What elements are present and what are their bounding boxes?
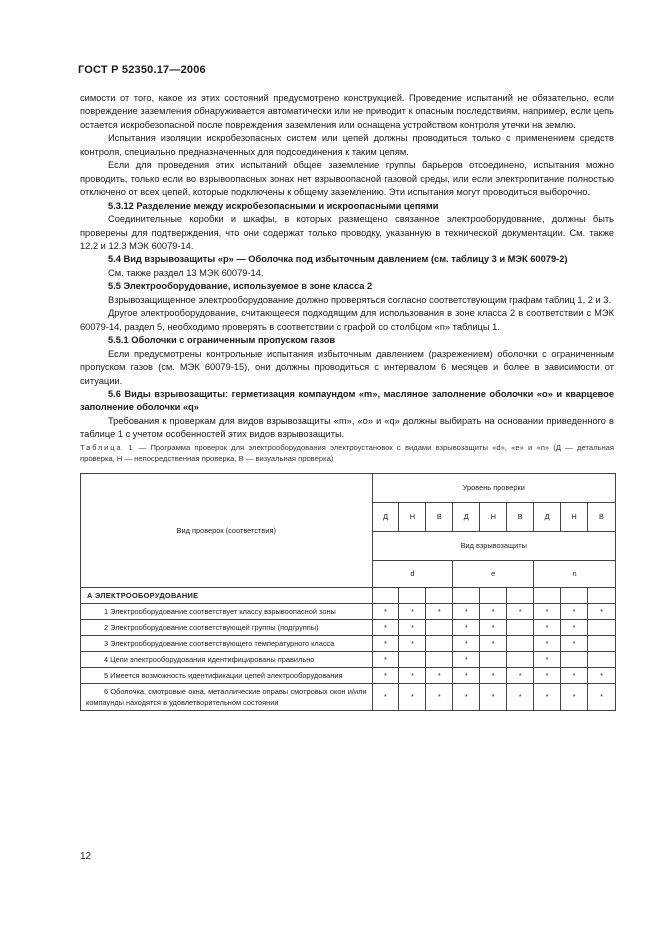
check-description-text: 4 Цепи электрооборудования идентифицированы правильно: [104, 654, 315, 664]
check-mark: *: [480, 635, 507, 651]
section-heading: 5.5 Электрооборудование, используемое в зоне класса 2: [108, 281, 373, 292]
check-mark: *: [534, 667, 561, 683]
check-mark: *: [480, 619, 507, 635]
level-cell: Д: [372, 502, 399, 531]
check-mark: [507, 651, 534, 667]
level-cell: В: [588, 502, 616, 531]
level-cell: Н: [399, 502, 426, 531]
check-mark: *: [561, 683, 588, 710]
check-mark: *: [372, 651, 399, 667]
level-cell: Д: [534, 502, 561, 531]
section-cell: А ЭЛЕКТРООБОРУДОВАНИЕ: [81, 587, 373, 603]
paragraph: Испытания изоляции искробезопасных систем или цепей должны проводиться только с применением средств контроля, специально предназначенных для подсоединения к таким цепям.: [80, 133, 614, 157]
check-description-text: 1 Электрооборудование соответствует классу взрывоопасной зоны: [104, 606, 336, 616]
check-description-text: 5 Имеется возможность идентификации цепей электрооборудования: [104, 670, 343, 680]
check-mark: *: [426, 667, 453, 683]
section-row: [81, 587, 616, 603]
check-mark: *: [399, 603, 426, 619]
check-mark: [588, 635, 616, 651]
paragraph: симости от того, какое из этих состояний предусмотрено конструкцией. Проведение испытаний не обязательно, если повреждение заземления обнаруживается автоматически или не приводит к опасным последствиям, например, если цепь остается искробезопасной после повреждения заземления или оснащена устройством контроля утечки на землю.: [80, 93, 614, 130]
check-mark: [561, 651, 588, 667]
check-mark: *: [372, 619, 399, 635]
check-mark: *: [453, 683, 480, 710]
section-heading: 5.5.1 Оболочки с ограниченным пропуском газов: [108, 335, 336, 346]
section-heading: 5.3.12 Разделение между искробезопасными и искроопасными цепями: [108, 200, 439, 211]
check-description-text: 3 Электрооборудование соответствующего температурного класса: [104, 638, 335, 648]
check-mark: *: [480, 667, 507, 683]
protection-cell: e: [453, 560, 534, 587]
check-mark: *: [399, 667, 426, 683]
row-header-cell: Вид проверок (соответствия): [81, 473, 373, 587]
check-mark: [399, 651, 426, 667]
check-mark: *: [453, 603, 480, 619]
level-cell: Н: [480, 502, 507, 531]
check-mark: *: [561, 603, 588, 619]
check-description: [81, 635, 373, 651]
inspection-table: [80, 473, 616, 711]
check-mark: *: [480, 683, 507, 710]
level-header-cell: Уровень проверки: [372, 473, 615, 502]
check-mark: *: [561, 635, 588, 651]
table-row: [81, 651, 616, 667]
level-cell: Д: [453, 502, 480, 531]
check-mark: [507, 619, 534, 635]
check-mark: *: [426, 603, 453, 619]
check-mark: [426, 619, 453, 635]
table-row: [81, 603, 616, 619]
table-row: [81, 667, 616, 683]
table-caption: [80, 442, 614, 464]
table-row: [81, 619, 616, 635]
protection-header-cell: Вид взрывозащиты: [372, 531, 615, 560]
check-mark: *: [399, 683, 426, 710]
table-caption-label: Таблица 1: [80, 442, 135, 452]
check-mark: [480, 651, 507, 667]
level-cell: В: [507, 502, 534, 531]
check-description-text: 2 Электрооборудование соответствующей группы (подгруппы): [104, 622, 319, 632]
table-row: [81, 683, 616, 710]
page-number: 12: [80, 851, 92, 862]
check-mark: *: [372, 635, 399, 651]
check-description: [81, 603, 373, 619]
check-mark: *: [561, 667, 588, 683]
check-mark: *: [534, 603, 561, 619]
check-mark: *: [453, 667, 480, 683]
check-mark: *: [480, 603, 507, 619]
check-description-text: 6 Оболочка, смотровые окна, металлические оправы смотровых окон и/или компаунды находятся в удовлетворительном состоянии: [86, 686, 367, 707]
check-mark: [588, 651, 616, 667]
table-body: [81, 603, 616, 710]
check-mark: *: [561, 619, 588, 635]
level-cell: В: [426, 502, 453, 531]
check-mark: *: [453, 635, 480, 651]
check-mark: *: [372, 667, 399, 683]
check-mark: *: [588, 603, 616, 619]
check-description: [81, 683, 373, 710]
check-mark: [426, 635, 453, 651]
protection-cell: d: [372, 560, 453, 587]
check-mark: *: [507, 667, 534, 683]
paragraph: Другое электрооборудование, считающееся подходящим для использования в зоне класса 2 в соответствии с МЭК 60079-14, раздел 5, необходимо проверять в соответствии с графой со столбцом «n» таблицы 1.: [80, 308, 614, 332]
check-mark: *: [453, 651, 480, 667]
paragraph: Требования к проверкам для видов взрывозащиты «m», «о» и «q» должны выбирать на основании приведенного в таблице 1 с учетом особенностей этих видов взрывозащиты.: [80, 415, 614, 440]
check-mark: [588, 619, 616, 635]
level-cell: Н: [561, 502, 588, 531]
table-row: [81, 635, 616, 651]
protection-cell: n: [534, 560, 616, 587]
check-description: [81, 619, 373, 635]
check-mark: *: [399, 635, 426, 651]
check-mark: *: [372, 603, 399, 619]
check-mark: *: [534, 683, 561, 710]
paragraph: Взрывозащищенное электрооборудование должно проверяться согласно соответствующим графам таблиц 1, 2 и 3.: [108, 294, 612, 305]
table-caption-text: — Программа проверок для электрооборудования электроустановок с видами взрывозащиты «d», «е» и «n» (Д — детальная проверка, Н — непосредственная проверка, В — визуальная проверка): [80, 442, 614, 463]
paragraph: Если для проведения этих испытаний общее заземление группы барьеров отсоединено, испытания можно проводить, только если во взрывоопасных зонах нет взрывоопасной газовой среды, или если электропитание полностью отключено от всех цепей, которые подключены к общему заземлению. Эти испытания могут проводиться выборочно.: [80, 160, 614, 198]
table-header-row: [81, 473, 616, 502]
check-mark: *: [588, 667, 616, 683]
check-mark: *: [507, 603, 534, 619]
check-mark: *: [453, 619, 480, 635]
paragraph: Соединительные коробки и шкафы, в которых размещено связанное электрооборудование, должны быть проверены для подтверждения, что они содержат только проводку, указанную в технической документации. См. также 12.2 и 12.3 МЭК 60079-14.: [80, 214, 614, 251]
page-content: [80, 92, 614, 711]
section-heading: 5.6 Виды взрывозащиты: герметизация компаундом «m», масляное заполнение оболочки «о» и кварцевое заполнение оболочки «q»: [80, 388, 614, 413]
section-heading: 5.4 Вид взрывозащиты «р» — Оболочка под избыточным давлением (см. таблицу 3 и МЭК 60079-2): [108, 254, 568, 265]
check-mark: *: [399, 619, 426, 635]
check-description: [81, 667, 373, 683]
check-mark: *: [534, 651, 561, 667]
check-mark: *: [372, 683, 399, 710]
check-mark: [507, 635, 534, 651]
paragraph: См. также раздел 13 МЭК 60079-14.: [108, 267, 264, 278]
check-mark: *: [588, 683, 616, 710]
check-mark: *: [534, 635, 561, 651]
paragraph: Если предусмотрены контрольные испытания избыточным давлением (разрежением) оболочки с ограниченным пропуском газов (см. МЭК 60079-15), они должны проводиться с интервалом 6 месяцев и более в зависимости от ситуации.: [80, 348, 614, 386]
check-mark: *: [534, 619, 561, 635]
check-mark: *: [426, 683, 453, 710]
check-description: [81, 651, 373, 667]
document-header: ГОСТ Р 52350.17—2006: [78, 64, 206, 76]
check-mark: [426, 651, 453, 667]
check-mark: *: [507, 683, 534, 710]
